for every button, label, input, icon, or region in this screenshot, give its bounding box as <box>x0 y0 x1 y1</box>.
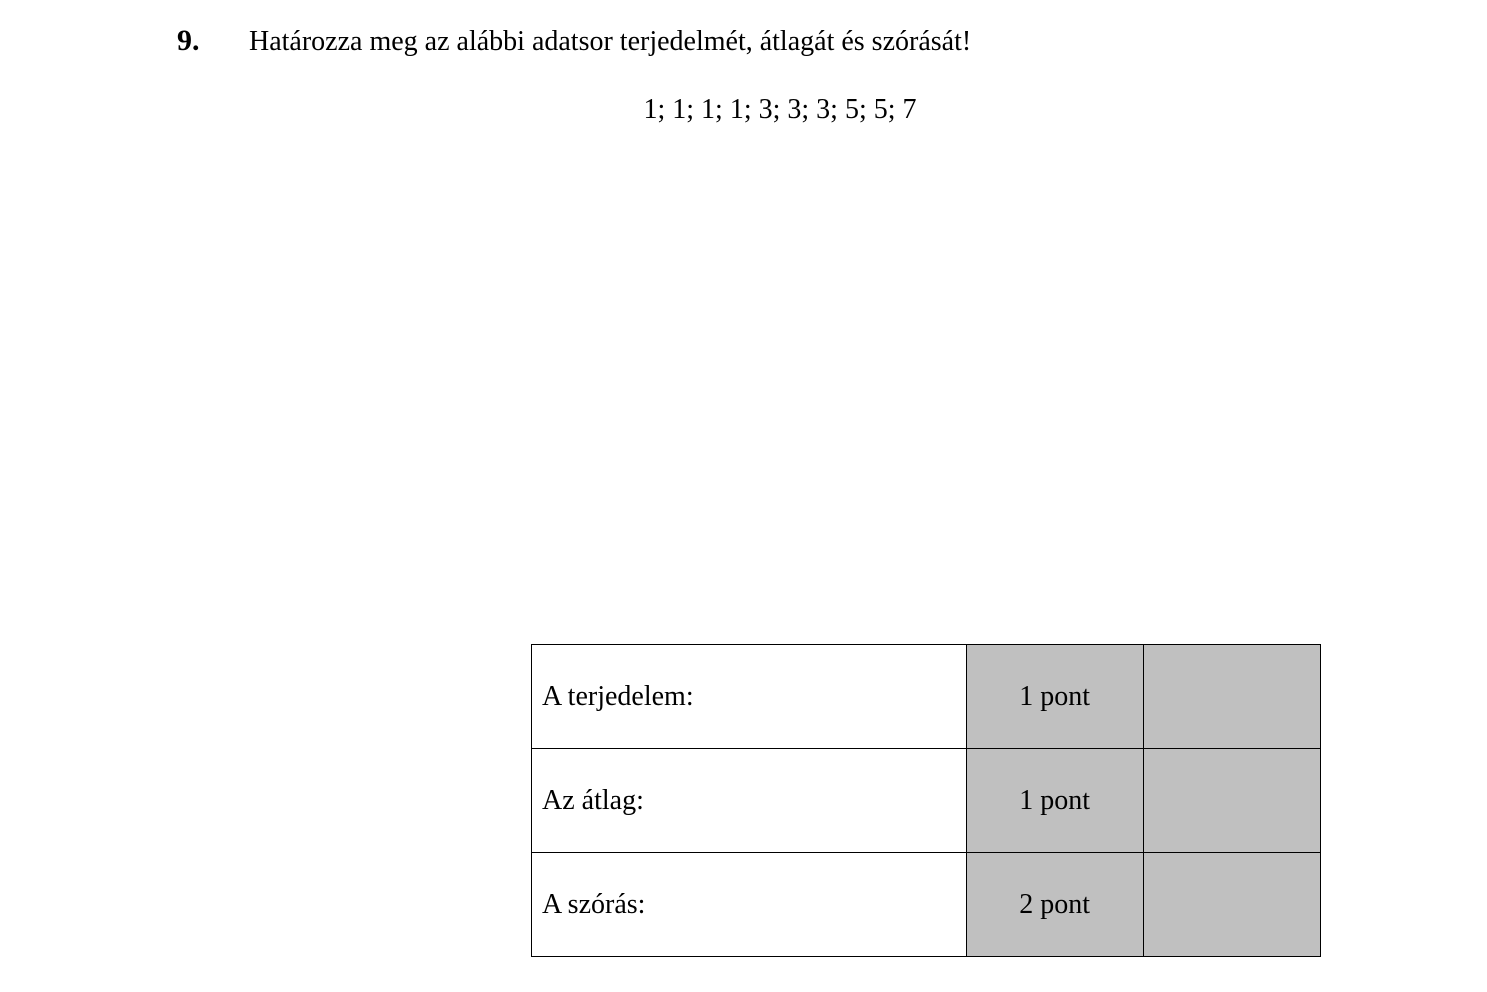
row-label-mean: Az átlag: <box>532 749 967 853</box>
score-cell-std <box>1143 853 1320 957</box>
row-label-range: A terjedelem: <box>532 645 967 749</box>
table-row <box>532 853 1321 957</box>
score-cell-range <box>1143 645 1320 749</box>
dataset-values: 1; 1; 1; 1; 3; 3; 3; 5; 5; 7 <box>643 94 917 125</box>
row-points-range: 1 pont <box>966 645 1143 749</box>
row-points-mean: 1 pont <box>966 749 1143 853</box>
table-row <box>532 749 1321 853</box>
score-table <box>531 644 1321 957</box>
row-points-std: 2 pont <box>966 853 1143 957</box>
task-number: 9. <box>177 24 200 57</box>
score-cell-mean <box>1143 749 1320 853</box>
table-row <box>532 645 1321 749</box>
task-instruction: Határozza meg az alábbi adatsor terjedelmét, átlagát és szórását! <box>249 26 972 57</box>
row-label-std: A szórás: <box>532 853 967 957</box>
